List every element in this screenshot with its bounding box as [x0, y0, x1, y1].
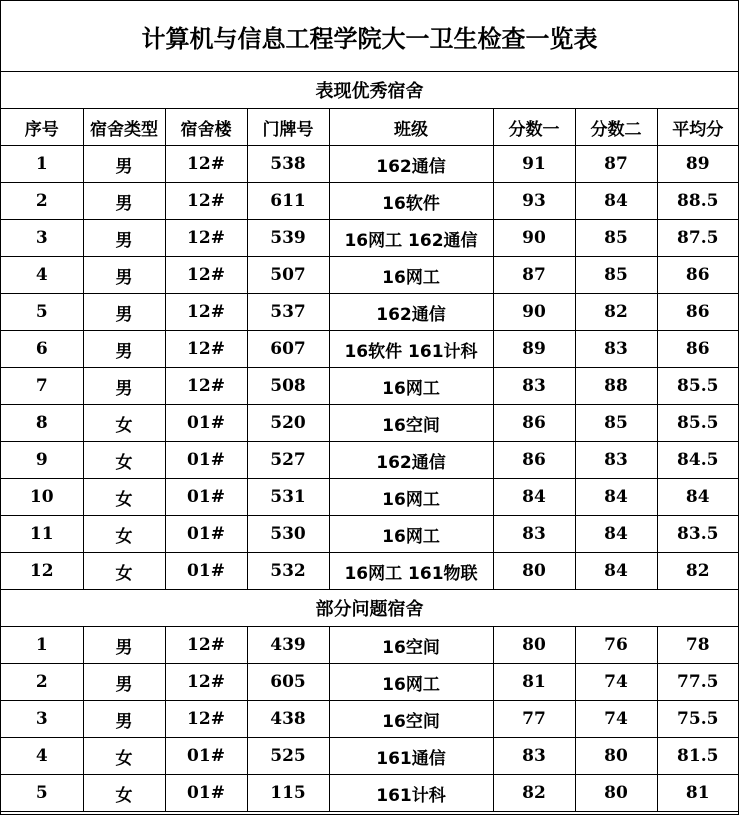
- cell-dorm-type: 女: [83, 775, 165, 812]
- cell-score-one: 87: [493, 257, 575, 294]
- cell-score-two: 85: [575, 220, 657, 257]
- cell-class: 16空间: [329, 627, 493, 664]
- table-row: [1, 627, 738, 664]
- cell-building: 01#: [165, 553, 247, 590]
- cell-average-score: 75.5: [657, 701, 738, 738]
- cell-class: 162通信: [329, 442, 493, 479]
- cell-score-one: 80: [493, 553, 575, 590]
- cell-dorm-type: 女: [83, 405, 165, 442]
- cell-index: 1: [1, 627, 83, 664]
- cell-building: 12#: [165, 701, 247, 738]
- column-header-dorm-type: 宿舍类型: [83, 109, 165, 146]
- cell-class: 16网工 162通信: [329, 220, 493, 257]
- cell-class: 16网工: [329, 479, 493, 516]
- cell-average-score: 85.5: [657, 368, 738, 405]
- section-title-row: [1, 72, 738, 109]
- cell-building: 12#: [165, 331, 247, 368]
- cell-average-score: 86: [657, 257, 738, 294]
- cell-building: 12#: [165, 220, 247, 257]
- cell-dorm-type: 男: [83, 294, 165, 331]
- cell-index: 2: [1, 183, 83, 220]
- cell-room-number: 611: [247, 183, 329, 220]
- cell-score-two: 83: [575, 442, 657, 479]
- cell-index: 3: [1, 220, 83, 257]
- cell-room-number: 438: [247, 701, 329, 738]
- cell-score-two: 87: [575, 146, 657, 183]
- table-row: [1, 775, 738, 812]
- cell-building: 12#: [165, 627, 247, 664]
- column-header-score-two: 分数二: [575, 109, 657, 146]
- cell-score-one: 80: [493, 627, 575, 664]
- table-row: [1, 220, 738, 257]
- cell-room-number: 525: [247, 738, 329, 775]
- table-row: [1, 368, 738, 405]
- cell-dorm-type: 女: [83, 479, 165, 516]
- cell-average-score: 84.5: [657, 442, 738, 479]
- cell-building: 12#: [165, 294, 247, 331]
- table-row: [1, 294, 738, 331]
- cell-average-score: 86: [657, 331, 738, 368]
- table-row: [1, 553, 738, 590]
- cell-dorm-type: 男: [83, 183, 165, 220]
- section-title-row: [1, 590, 738, 627]
- cell-score-one: 83: [493, 516, 575, 553]
- cell-class: 162通信: [329, 294, 493, 331]
- cell-room-number: 539: [247, 220, 329, 257]
- cell-dorm-type: 男: [83, 257, 165, 294]
- cell-score-two: 85: [575, 405, 657, 442]
- table-row: [1, 701, 738, 738]
- cell-score-one: 77: [493, 701, 575, 738]
- cell-average-score: 87.5: [657, 220, 738, 257]
- cell-building: 01#: [165, 516, 247, 553]
- cell-class: 16网工: [329, 368, 493, 405]
- cell-class: 16网工: [329, 257, 493, 294]
- column-header-average-score: 平均分: [657, 109, 738, 146]
- inspection-table: [1, 1, 738, 812]
- cell-class: 162通信: [329, 146, 493, 183]
- cell-room-number: 605: [247, 664, 329, 701]
- cell-index: 4: [1, 257, 83, 294]
- cell-building: 01#: [165, 738, 247, 775]
- cell-score-two: 80: [575, 775, 657, 812]
- cell-class: 16网工: [329, 516, 493, 553]
- cell-dorm-type: 女: [83, 553, 165, 590]
- cell-building: 12#: [165, 183, 247, 220]
- cell-dorm-type: 男: [83, 368, 165, 405]
- table-row: [1, 331, 738, 368]
- cell-room-number: 520: [247, 405, 329, 442]
- table-row: [1, 516, 738, 553]
- cell-building: 12#: [165, 368, 247, 405]
- column-header-score-one: 分数一: [493, 109, 575, 146]
- cell-score-two: 88: [575, 368, 657, 405]
- cell-score-two: 83: [575, 331, 657, 368]
- cell-room-number: 527: [247, 442, 329, 479]
- cell-score-one: 81: [493, 664, 575, 701]
- table-row: [1, 479, 738, 516]
- cell-room-number: 439: [247, 627, 329, 664]
- cell-building: 01#: [165, 479, 247, 516]
- cell-dorm-type: 女: [83, 516, 165, 553]
- cell-dorm-type: 男: [83, 331, 165, 368]
- column-header-index: 序号: [1, 109, 83, 146]
- table-row: [1, 146, 738, 183]
- cell-score-one: 86: [493, 405, 575, 442]
- cell-building: 01#: [165, 775, 247, 812]
- cell-average-score: 82: [657, 553, 738, 590]
- table-row: [1, 664, 738, 701]
- column-header-room-number: 门牌号: [247, 109, 329, 146]
- cell-average-score: 81: [657, 775, 738, 812]
- sheet-title: 计算机与信息工程学院大一卫生检查一览表: [1, 1, 738, 72]
- cell-dorm-type: 女: [83, 442, 165, 479]
- cell-class: 16软件: [329, 183, 493, 220]
- cell-average-score: 88.5: [657, 183, 738, 220]
- cell-score-one: 90: [493, 220, 575, 257]
- cell-index: 1: [1, 146, 83, 183]
- cell-index: 11: [1, 516, 83, 553]
- cell-score-one: 89: [493, 331, 575, 368]
- cell-score-two: 82: [575, 294, 657, 331]
- cell-average-score: 77.5: [657, 664, 738, 701]
- cell-average-score: 81.5: [657, 738, 738, 775]
- cell-room-number: 607: [247, 331, 329, 368]
- cell-class: 161计科: [329, 775, 493, 812]
- column-header-building: 宿舍楼: [165, 109, 247, 146]
- cell-class: 16空间: [329, 405, 493, 442]
- cell-score-two: 84: [575, 479, 657, 516]
- cell-index: 7: [1, 368, 83, 405]
- cell-index: 6: [1, 331, 83, 368]
- cell-dorm-type: 男: [83, 627, 165, 664]
- cell-building: 12#: [165, 146, 247, 183]
- cell-average-score: 86: [657, 294, 738, 331]
- table-row: [1, 738, 738, 775]
- cell-building: 01#: [165, 442, 247, 479]
- cell-average-score: 85.5: [657, 405, 738, 442]
- cell-index: 5: [1, 775, 83, 812]
- cell-class: 16网工 161物联: [329, 553, 493, 590]
- column-header-class: 班级: [329, 109, 493, 146]
- cell-score-one: 84: [493, 479, 575, 516]
- cell-index: 2: [1, 664, 83, 701]
- cell-dorm-type: 男: [83, 664, 165, 701]
- cell-room-number: 532: [247, 553, 329, 590]
- section-title: 部分问题宿舍: [1, 590, 738, 627]
- cell-class: 161通信: [329, 738, 493, 775]
- cell-room-number: 530: [247, 516, 329, 553]
- table-row: [1, 257, 738, 294]
- cell-building: 12#: [165, 257, 247, 294]
- cell-score-two: 84: [575, 553, 657, 590]
- cell-index: 12: [1, 553, 83, 590]
- header-row: [1, 109, 738, 146]
- cell-index: 10: [1, 479, 83, 516]
- cell-dorm-type: 男: [83, 146, 165, 183]
- cell-score-two: 74: [575, 664, 657, 701]
- cell-score-one: 82: [493, 775, 575, 812]
- cell-index: 5: [1, 294, 83, 331]
- cell-room-number: 537: [247, 294, 329, 331]
- cell-index: 4: [1, 738, 83, 775]
- cell-building: 12#: [165, 664, 247, 701]
- cell-room-number: 115: [247, 775, 329, 812]
- cell-dorm-type: 男: [83, 701, 165, 738]
- cell-score-one: 91: [493, 146, 575, 183]
- cell-score-two: 74: [575, 701, 657, 738]
- cell-index: 3: [1, 701, 83, 738]
- cell-score-one: 93: [493, 183, 575, 220]
- cell-score-one: 86: [493, 442, 575, 479]
- table-row: [1, 183, 738, 220]
- cell-dorm-type: 女: [83, 738, 165, 775]
- cell-average-score: 89: [657, 146, 738, 183]
- cell-average-score: 83.5: [657, 516, 738, 553]
- cell-score-one: 83: [493, 368, 575, 405]
- table-row: [1, 442, 738, 479]
- cell-class: 16软件 161计科: [329, 331, 493, 368]
- cell-score-two: 84: [575, 183, 657, 220]
- cell-score-two: 85: [575, 257, 657, 294]
- cell-average-score: 84: [657, 479, 738, 516]
- cell-room-number: 508: [247, 368, 329, 405]
- cell-index: 8: [1, 405, 83, 442]
- cell-dorm-type: 男: [83, 220, 165, 257]
- cell-room-number: 531: [247, 479, 329, 516]
- section-title: 表现优秀宿舍: [1, 72, 738, 109]
- cell-average-score: 78: [657, 627, 738, 664]
- cell-room-number: 538: [247, 146, 329, 183]
- cell-score-one: 83: [493, 738, 575, 775]
- cell-score-two: 76: [575, 627, 657, 664]
- cell-score-two: 84: [575, 516, 657, 553]
- cell-room-number: 507: [247, 257, 329, 294]
- cell-class: 16空间: [329, 701, 493, 738]
- cell-class: 16网工: [329, 664, 493, 701]
- cell-index: 9: [1, 442, 83, 479]
- cell-building: 01#: [165, 405, 247, 442]
- table-row: [1, 405, 738, 442]
- cell-score-one: 90: [493, 294, 575, 331]
- cell-score-two: 80: [575, 738, 657, 775]
